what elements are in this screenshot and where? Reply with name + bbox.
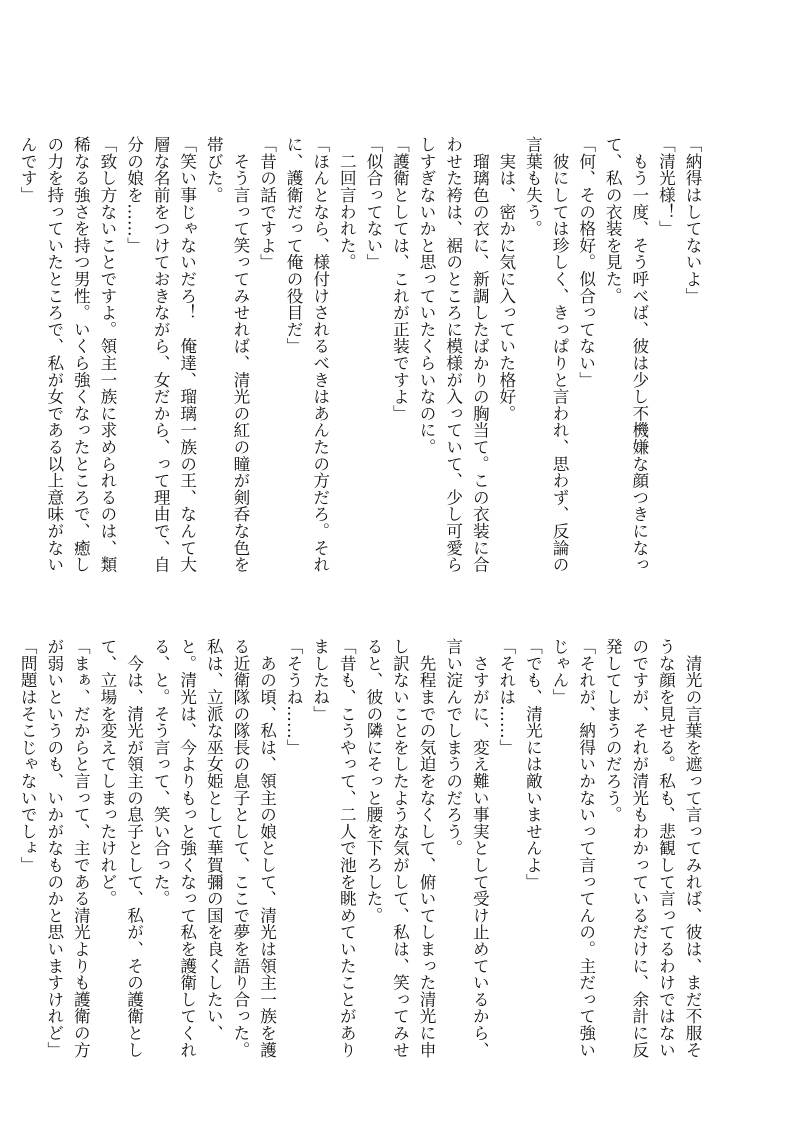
text-line: 「致し方ないことですよ。領主一族に求められるのは、類 xyxy=(97,136,117,573)
text-line: もう一度、そう呼べば、彼は少し不機嫌な顔つきになっ xyxy=(629,136,649,573)
text-line: 「でも、清光には敵いませんよ」 xyxy=(523,638,543,890)
text-line: が弱いというのも、いかがなものかと思いますけれど」 xyxy=(44,638,64,1058)
text-line: しすぎないかと思っていたくらいなのに。 xyxy=(417,136,437,456)
text-line: 先程までの気迫をなくして、俯いてしまった清光に申 xyxy=(417,638,437,1058)
text-line: 「まぁ、だからと言って、主である清光よりも護衛の方 xyxy=(71,638,91,1058)
text-line: 「笑い事じゃないだろ！ 俺達、瑠璃一族の王、なんて大 xyxy=(177,136,197,573)
text-line: うな顔を見せる。私も、悲観して言ってるわけではない xyxy=(656,638,676,1058)
text-line: る、と。そう言って、笑い合った。 xyxy=(151,638,171,907)
text-line: 「昔も、こうやって、二人で池を眺めていたことがあり xyxy=(337,638,357,1058)
text-block-bottom xyxy=(18,638,705,1078)
text-line: 私は、立派な巫女姫として華賀彌の国を良くしたい、 xyxy=(204,638,224,1042)
text-line: て、私の衣装を見た。 xyxy=(603,136,623,304)
text-line: そう言って笑ってみせれば、清光の紅の瞳が剣呑な色を xyxy=(230,136,250,573)
text-line: 今は、清光が領主の息子として、私が、その護衛とし xyxy=(124,638,144,1058)
text-line: し訳ないことをしたような気がして、私は、笑ってみせ xyxy=(390,638,410,1058)
text-line: 実は、密かに気に入っていた格好。 xyxy=(496,136,516,422)
text-line: 「清光様！」 xyxy=(656,136,676,237)
text-line: のですが、それが清光もわかっているだけに、余計に反 xyxy=(629,638,649,1058)
text-line: て、立場を変えてしまったけれど。 xyxy=(97,638,117,907)
text-line: 清光の言葉を遮って言ってみれば、彼は、まだ不服そ xyxy=(683,638,702,1058)
text-line: 言い淀んでしまうのだろう。 xyxy=(443,638,463,857)
text-line: 分の娘を……」 xyxy=(124,136,144,254)
text-line: 「そうね……」 xyxy=(284,638,304,756)
text-line: 帯びた。 xyxy=(204,136,224,204)
text-line: 稀なる強さを持つ男性。いくら強くなったところで、癒し xyxy=(71,136,91,573)
text-line: の力を持っていたところで、私が女である以上意味がない xyxy=(44,136,64,573)
text-line: 発してしまうのだろう。 xyxy=(603,638,623,823)
text-line: 「昔の話ですよ」 xyxy=(257,136,277,271)
text-line: ると、彼の隣にそっと腰を下ろした。 xyxy=(363,638,383,924)
text-line: 二回言われた。 xyxy=(337,136,357,271)
text-line: わせた袴は、裾のところに模様が入っていて、少し可愛ら xyxy=(443,136,463,573)
text-line: に、護衛だって俺の役目だ」 xyxy=(284,136,304,355)
text-line: 「似合ってない」 xyxy=(363,136,383,271)
text-line: あの頃、私は、領主の娘として、清光は領主一族を護 xyxy=(257,638,277,1058)
text-line: 「何、その格好。似合ってない」 xyxy=(576,136,596,388)
text-line: 彼にしては珍しく、きっぱりと言われ、思わず、反論の xyxy=(550,136,570,573)
text-line: と。清光は、今よりもっと強くなって私を護衛してくれ xyxy=(177,638,197,1058)
text-line: る近衛隊の隊長の息子として、ここで夢を語り合った。 xyxy=(230,638,250,1058)
text-line: 層な名前をつけておきながら、女だから、って理由で、自 xyxy=(151,136,171,573)
text-line: 「納得はしてないよ」 xyxy=(683,136,702,304)
text-line: 「問題はそこじゃないでしょ」 xyxy=(18,638,38,874)
text-line: んです」 xyxy=(18,136,38,204)
text-block-top xyxy=(18,136,705,576)
text-line: 瑠璃色の衣に、新調したばかりの胸当て。この衣装に合 xyxy=(470,136,490,573)
text-line: 「それが、納得いかないって言ってんの。主だって強い xyxy=(576,638,596,1058)
text-line: 「それは……」 xyxy=(496,638,516,756)
text-line: 言葉も失う。 xyxy=(523,136,543,237)
text-line: 「護衛としては、これが正装ですよ」 xyxy=(390,136,410,422)
text-line: じゃん」 xyxy=(550,638,570,706)
text-line: さすがに、変え難い事実として受け止めているから、 xyxy=(470,638,490,1058)
text-line: 「ほんとなら、様付けされるべきはあんたの方だろ。それ xyxy=(310,136,330,573)
text-line: ましたね」 xyxy=(310,638,330,722)
